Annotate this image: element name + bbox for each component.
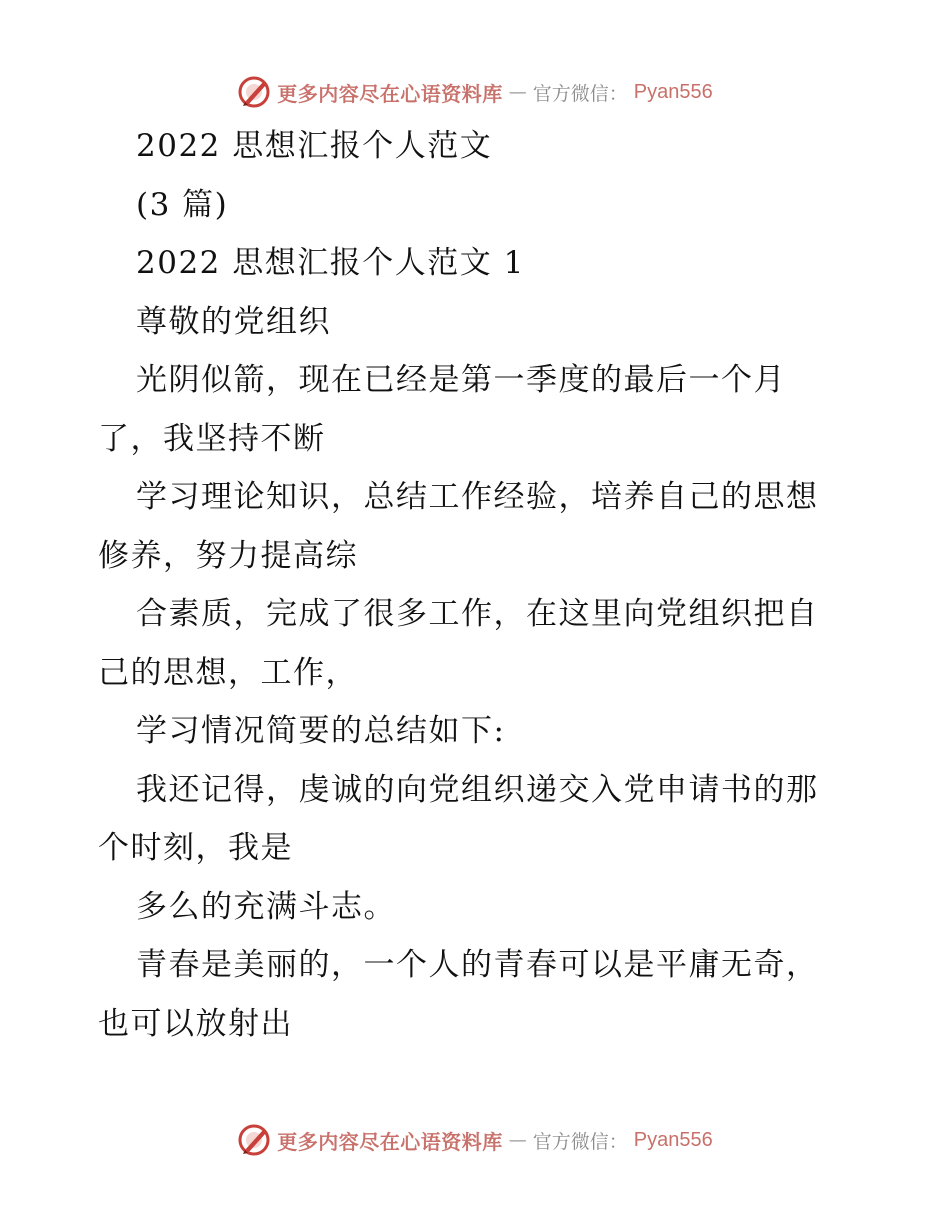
text-line: 学习理论知识，总结工作经验，培养自己的思想	[136, 479, 819, 515]
watermark-wechat-id: Pyan556	[633, 1128, 713, 1151]
watermark-wechat-label: 官方微信：	[532, 1130, 628, 1153]
text-line: 了，我坚持不断	[98, 420, 326, 457]
text-line: 也可以放射出	[98, 1005, 293, 1042]
text-line: 尊敬的党组织	[136, 303, 331, 340]
watermark-brand-text: 更多内容尽在心语资料库	[277, 1129, 503, 1154]
watermark-brand-text: 更多内容尽在心语资料库	[277, 81, 503, 106]
header-watermark	[0, 72, 950, 112]
text-line: 个时刻，我是	[98, 830, 293, 866]
text-line: 学习情况简要的总结如下:	[136, 713, 506, 749]
text-line: 修养，努力提高综	[98, 537, 358, 574]
text-line: 光阴似箭，现在已经是第一季度的最后一个月	[136, 362, 786, 398]
footer-watermark	[0, 1120, 950, 1160]
pen-logo-icon	[237, 75, 271, 109]
text-line: 2022 思想汇报个人范文 1	[136, 245, 525, 281]
watermark-dash: —	[508, 81, 527, 103]
watermark-wechat-id: Pyan556	[633, 80, 713, 103]
pen-logo-icon	[237, 1123, 271, 1157]
watermark-wechat-label: 官方微信：	[532, 82, 628, 105]
text-line: 青春是美丽的，一个人的青春可以是平庸无奇，	[136, 947, 819, 983]
text-line: 合素质，完成了很多工作，在这里向党组织把自	[136, 596, 819, 632]
text-line: 2022 思想汇报个人范文	[136, 128, 493, 164]
text-line: 多么的充满斗志。	[136, 888, 396, 925]
watermark-dash: —	[508, 1129, 527, 1151]
text-line: 己的思想，工作，	[98, 654, 358, 691]
text-line: 我还记得，虔诚的向党组织递交入党申请书的那	[136, 771, 819, 808]
text-line: (3 篇)	[136, 186, 229, 223]
document-body	[98, 117, 858, 1053]
